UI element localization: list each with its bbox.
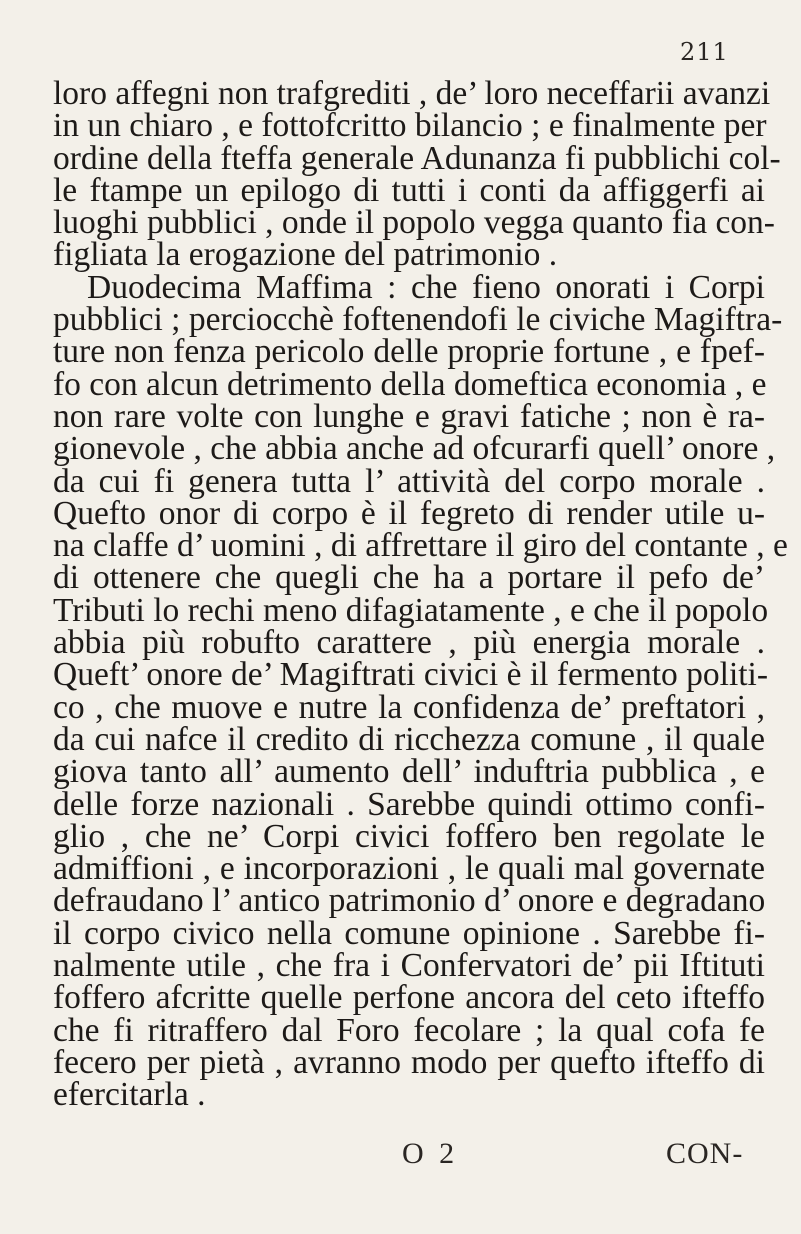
text-line: che fi ritraffero dal Foro fecolare ; la qual cofa fe — [53, 1011, 765, 1049]
text-line: il corpo civico nella comune opinione . Sarebbe fi- — [53, 914, 765, 952]
catchword: CON- — [666, 1137, 744, 1170]
text-line: na claffe d’ uomini , di affrettare il giro del contante , e — [53, 527, 788, 565]
text-line: nalmente utile , che fra i Confervatori de’ pii Iftituti — [53, 947, 765, 985]
text-line: giova tanto all’ aumento dell’ induftria pubblica , e — [53, 753, 765, 791]
text-line: Queft’ onore de’ Magiftrati civici è il fermento politi- — [53, 656, 769, 694]
signature-mark: O 2 — [402, 1137, 459, 1170]
text-line: defraudano l’ antico patrimonio d’ onore e degradano — [53, 882, 766, 920]
text-line: ture non fenza pericolo delle proprie fortune , e fpef- — [53, 333, 765, 371]
text-line: delle forze nazionali . Sarebbe quindi ottimo confi- — [53, 785, 765, 823]
text-line: figliata la erogazione del patrimonio . — [53, 236, 558, 274]
text-line: da cui fi genera tutta l’ attività del corpo morale . — [53, 462, 765, 500]
text-line: admiffioni , e incorporazioni , le quali mal governate — [53, 850, 765, 888]
text-line: di ottenere che quegli che ha a portare il pefo de’ — [53, 559, 765, 597]
page-footer — [0, 1137, 801, 1177]
text-line: Quefto onor di corpo è il fegreto di render utile u- — [53, 494, 765, 532]
text-line: efercitarla . — [53, 1076, 206, 1114]
text-line: glio , che ne’ Corpi civici foffero ben regolate le — [53, 817, 765, 855]
text-line: Tributi lo rechi meno difagiatamente , e che il popolo — [53, 591, 769, 629]
text-line: gionevole , che abbia anche ad ofcurarfi quell’ onore , — [53, 430, 776, 468]
page-number: 211 — [680, 38, 729, 66]
text-line: co , che muove e nutre la confidenza de’ preftatori , — [53, 688, 765, 726]
text-line: ordine della fteffa generale Adunanza fi pubblichi col- — [53, 139, 781, 177]
text-line: in un chiaro , e fottofcritto bilancio ; e finalmente per — [53, 107, 767, 145]
text-line: le ftampe un epilogo di tutti i conti da affiggerfi ai — [53, 171, 765, 209]
text-line: fecero per pietà , avranno modo per quefto ifteffo di — [53, 1043, 765, 1081]
text-line: loro affegni non trafgrediti , de’ loro neceffarii avanzi — [53, 75, 771, 112]
text-line: da cui nafce il credito di ricchezza comune , il quale — [53, 720, 765, 758]
text-line: pubblici ; perciocchè foftenendofi le civiche Magiftra- — [53, 301, 783, 339]
text-line: abbia più robufto carattere , più energia morale . — [53, 624, 765, 662]
text-line: Duodecima Maffima : che fieno onorati i Corpi — [87, 268, 765, 306]
body-text — [53, 75, 788, 1114]
text-line: foffero afcritte quelle perfone ancora del ceto ifteffo — [53, 979, 765, 1017]
text-line: non rare volte con lunghe e gravi fatiche ; non è ra- — [53, 397, 765, 435]
text-line: luoghi pubblici , onde il popolo vegga quanto fia con- — [53, 204, 775, 242]
text-line: fo con alcun detrimento della domeftica economia , e — [53, 365, 767, 403]
